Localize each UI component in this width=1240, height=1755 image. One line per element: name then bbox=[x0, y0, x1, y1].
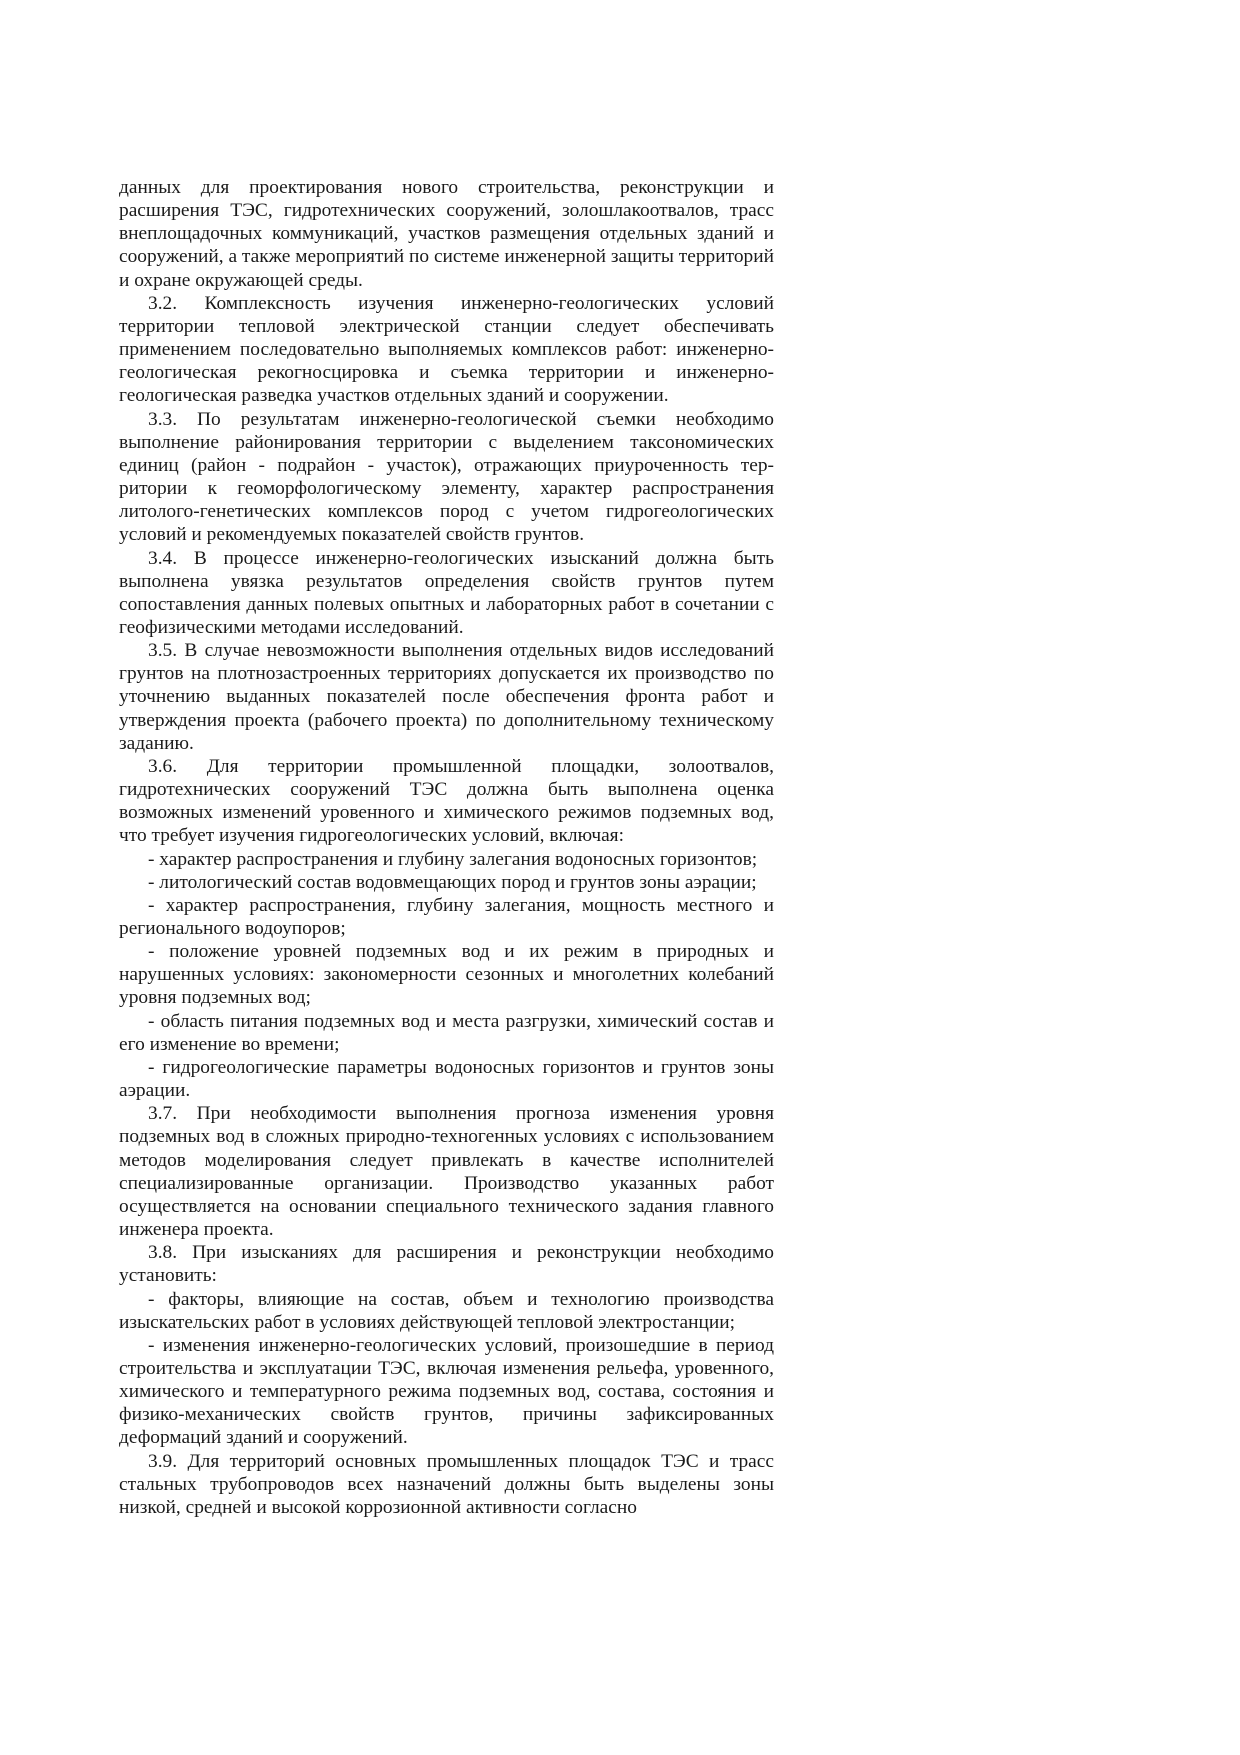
list-item-lithology: - литологический состав водовмещающих пород и грунтов зоны аэрации; bbox=[148, 871, 757, 893]
list-item-factors: - факторы, влияющие на состав, объем и технологию производства изыскательских работ в условиях действующей тепловой электростанции; bbox=[119, 1288, 774, 1333]
paragraph-3-5: 3.5. В случае невозможности выполнения отдельных видов исследований грунтов на плотнозастроенных территориях допускается их производство по уточнению выданных показателей после обеспечения фронта работ и утверждения проекта (рабочего проекта) по дополнительному техническому заданию. bbox=[119, 640, 774, 754]
paragraph-3-4: 3.4. В процессе инженерно-геологических изысканий должна быть выполнена увязка результатов определения свойств грунтов путем сопоставления данных полевых опытных и лабораторных работ в сочетании с геофизическими методами исследований. bbox=[119, 547, 774, 638]
list-item-changes: - изменения инженерно-геологических условий, произошедшие в период строительства и эксплуатации ТЭС, включая изменения рельефа, уровенного, химического и температурного режима подземных вод, состава, состояния и физико-механических свойств грунтов, причины зафиксированных деформаций зданий и сооружений. bbox=[119, 1334, 774, 1449]
paragraph-3-8: 3.8. При изысканиях для расширения и реконструкции необходимо установить: bbox=[119, 1242, 774, 1287]
list-item-aquitard: - характер распространения, глубину залегания, мощность местного и регионального водоупоров; bbox=[119, 894, 774, 939]
paragraph-3-6: 3.6. Для территории промышленной площадки, золоотвалов, гидротехнических сооружений ТЭС должна быть выполнена оценка возможных изменений уровенного и химического режимов подземных вод, что требует изучения гидрогеологических условий, включая: bbox=[119, 755, 774, 847]
paragraph-3-3: 3.3. По результатам инженерно-геологической съемки необходимо выполнение районирования территории с выделением таксономических единиц (район - подрайон - участок), отражающих приуроченность территории к геоморфологическому элементу, характер распространения литолого-генетических комплексов пород с учетом гидрогеологических условий и рекомендуемых показателей свойств грунтов. bbox=[119, 408, 774, 546]
list-item-groundwater-levels: - положение уровней подземных вод и их режим в природных и нарушенных условиях: закономерности сезонных и многолетних колебаний уровня подземных вод; bbox=[119, 941, 774, 1009]
paragraph-3-7: 3.7. При необходимости выполнения прогноза изменения уровня подземных вод в сложных природно-техногенных условиях с использованием методов моделирования следует привлекать в качестве исполнителей специализированные организации. Производство указанных работ осуществляется на основании специального технического задания главного инженера проекта. bbox=[119, 1103, 774, 1241]
list-item-recharge-area: - область питания подземных вод и места разгрузки, химический состав и его изменение во времени; bbox=[119, 1010, 774, 1055]
paragraph-3-9: 3.9. Для территорий основных промышленных площадок ТЭС и трасс стальных трубопроводов всех назначений должны быть выделены зоны низкой, средней и высокой коррозионной активности согласно bbox=[119, 1450, 774, 1518]
list-item-hydrogeological-parameters: - гидрогеологические параметры водоносных горизонтов и грунтов зоны аэрации. bbox=[119, 1056, 774, 1102]
paragraph-3-2: 3.2. Комплексность изучения инженерно-геологических условий территории тепловой электрической станции следует обеспечивать применением последовательно выполняемых комплексов работ: инженерно-геологическая рекогносцировка и съемка территории и инженерно-геологическая разведка участков отдельных зданий и сооружении. bbox=[119, 292, 774, 407]
list-item-aquifer-distribution: - характер распространения и глубину залегания водоносных горизонтов; bbox=[148, 848, 758, 870]
document-page bbox=[119, 176, 774, 1519]
paragraph-continuation: данных для проектирования нового строительства, реконструкции и расширения ТЭС, гидротехнических сооружений, золошлакоотвалов, трасс внеплощадочных коммуникаций, участков размещения отдельных зданий и сооружений, а также мероприятий по системе инженерной защиты территорий и охране окружающей среды. bbox=[119, 177, 774, 291]
